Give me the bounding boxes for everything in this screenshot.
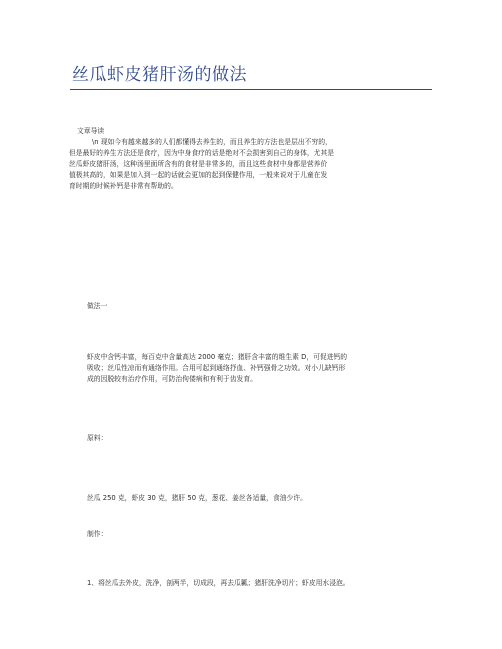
method-line: 吸收；丝瓜性凉而有通络作用。合用可起到通络抒血、补钙强骨之功效。对小儿缺钙形 bbox=[87, 364, 346, 372]
method-heading: 做法一 bbox=[87, 302, 108, 310]
intro-line: 育时期的时候补钙是非常有帮助的。 bbox=[69, 182, 178, 190]
method-paragraph bbox=[87, 352, 347, 385]
method-line: 虾皮中含钙丰富，每百克中含量高达 2000 毫克；猪肝含丰富的维生素 D，可促进钙的 bbox=[87, 353, 348, 361]
intro-line: \n 现如今有越来越多的人们都懂得去养生的，而且养生的方法也是层出不穷的， bbox=[92, 138, 332, 146]
document-title: 丝瓜虾皮猪肝汤的做法 bbox=[72, 65, 247, 85]
title-underline bbox=[70, 89, 432, 90]
method-line: 成的因脱较有治疗作用，可防治佝偻病和有利于齿发育。 bbox=[87, 375, 257, 383]
ingredients-heading: 原料： bbox=[87, 434, 108, 442]
intro-line: 值极其高的，如果是加入到一起的话就会更加的起到保健作用，一般来说对于儿童在发 bbox=[69, 171, 328, 179]
intro-line: 但是最好的养生方法还是食疗，因为中身食疗的话是绝对不会损害到自己的身体，尤其是 bbox=[69, 149, 335, 157]
intro-label: 文章导读 bbox=[77, 127, 105, 135]
step-1: 1、将丝瓜去外皮，洗净，剖两半，切成段，再去瓜瓤；猪肝洗净切片；虾皮用水浸泡。 bbox=[87, 579, 350, 587]
steps-heading: 制作： bbox=[87, 530, 108, 538]
intro-paragraph bbox=[69, 137, 334, 192]
intro-line: 丝瓜虾皮猪肝汤，这种汤里面所含有的食材是非常多的，而且这些食材中身都是营养价 bbox=[69, 160, 328, 168]
ingredients-line: 丝瓜 250 克，虾皮 30 克，猪肝 50 克，葱花、姜丝各适量，食油少许。 bbox=[87, 494, 307, 502]
